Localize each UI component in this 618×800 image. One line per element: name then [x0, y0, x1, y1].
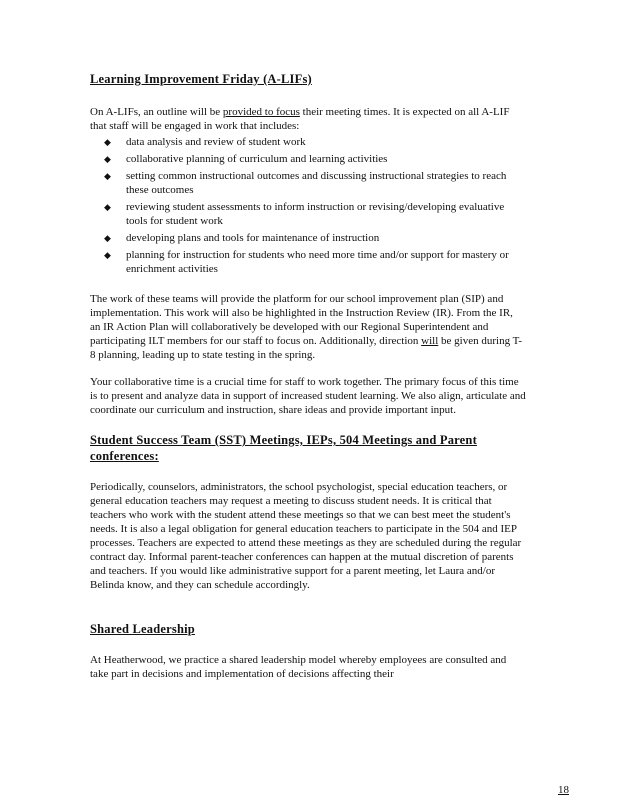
list-item-text: data analysis and review of student work — [126, 136, 306, 148]
list-item — [90, 248, 526, 276]
list-item-text: collaborative planning of curriculum and learning activities — [126, 153, 388, 165]
list-item — [90, 152, 526, 166]
platform-will-underlined: will — [421, 335, 439, 347]
alifs-platform-paragraph — [90, 292, 526, 362]
section-heading-alifs: Learning Improvement Friday (A-LIFs) — [90, 72, 312, 86]
alifs-intro-paragraph — [90, 105, 526, 133]
bullet-icon: ◆ — [104, 154, 111, 164]
list-item — [90, 231, 526, 245]
list-item-text: developing plans and tools for maintenance of instruction — [126, 232, 380, 244]
section-heading-shared-leadership: Shared Leadership — [90, 622, 195, 636]
alifs-intro-text-b: their meeting times. It is expected on all A-LIF that staff will be engaged in work that includes: — [90, 106, 510, 132]
bullet-icon: ◆ — [104, 233, 111, 243]
page-number: 18 — [558, 784, 569, 796]
list-item — [90, 135, 526, 149]
bullet-icon: ◆ — [104, 202, 111, 212]
collaborative-time-paragraph: Your collaborative time is a crucial time for staff to work together. The primary focus of this time is to present and analyze data in support of increased student learning. We also align, articulate and coordinate our curriculum and instruction, share ideas and provide important input. — [90, 376, 526, 416]
platform-text-b: be given during T-8 planning, leading up to state testing in the spring. — [90, 335, 522, 361]
list-item — [90, 169, 526, 197]
bullet-icon: ◆ — [104, 137, 111, 147]
list-item-text: planning for instruction for students who need more time and/or support for mastery or enrichment activities — [126, 249, 509, 275]
bullet-icon: ◆ — [104, 250, 111, 260]
shared-leadership-paragraph: At Heatherwood, we practice a shared leadership model whereby employees are consulted and take part in decisions and implementation of decisions affecting their — [90, 654, 507, 680]
list-item-text: setting common instructional outcomes and discussing instructional strategies to reach these outcomes — [126, 170, 507, 196]
page-content — [90, 71, 526, 681]
platform-text-a: The work of these teams will provide the platform for our school improvement plan (SIP) and implementation. This work will also be highlighted in the Instruction Review (IR). From the IR, an IR Action Plan will collaboratively be developed with our Regional Superintendent and participating ILT members for our staff to focus on. Additionally, direction — [90, 293, 513, 347]
list-item-text: reviewing student assessments to inform instruction or revising/developing evaluative tools for student work — [126, 201, 505, 227]
bullet-icon: ◆ — [104, 171, 111, 181]
alifs-work-list — [90, 135, 526, 276]
list-item — [90, 200, 526, 228]
alifs-intro-underlined: provided to focus — [222, 106, 300, 118]
alifs-intro-text-a: On A-LIFs, an outline will be — [90, 106, 223, 118]
section-heading-sst: Student Success Team (SST) Meetings, IEPs, 504 Meetings and Parent conferences: — [90, 433, 477, 463]
sst-paragraph: Periodically, counselors, administrators, the school psychologist, special education teachers, or general education teachers may request a meeting to discuss student needs. It is critical that teachers who work with the student attend these meetings so that we can best meet the student's needs. It is also a legal obligation for general education teachers to participate in the 504 and IEP processes. Teachers are expected to attend these meetings as they are scheduled during the regular contract day. Informal parent-teacher conferences can happen at the mutual discretion of parents and teachers. If you would like administrative support for a parent meeting, let Laura and/or Belinda know, and they can schedule accordingly. — [90, 481, 522, 591]
